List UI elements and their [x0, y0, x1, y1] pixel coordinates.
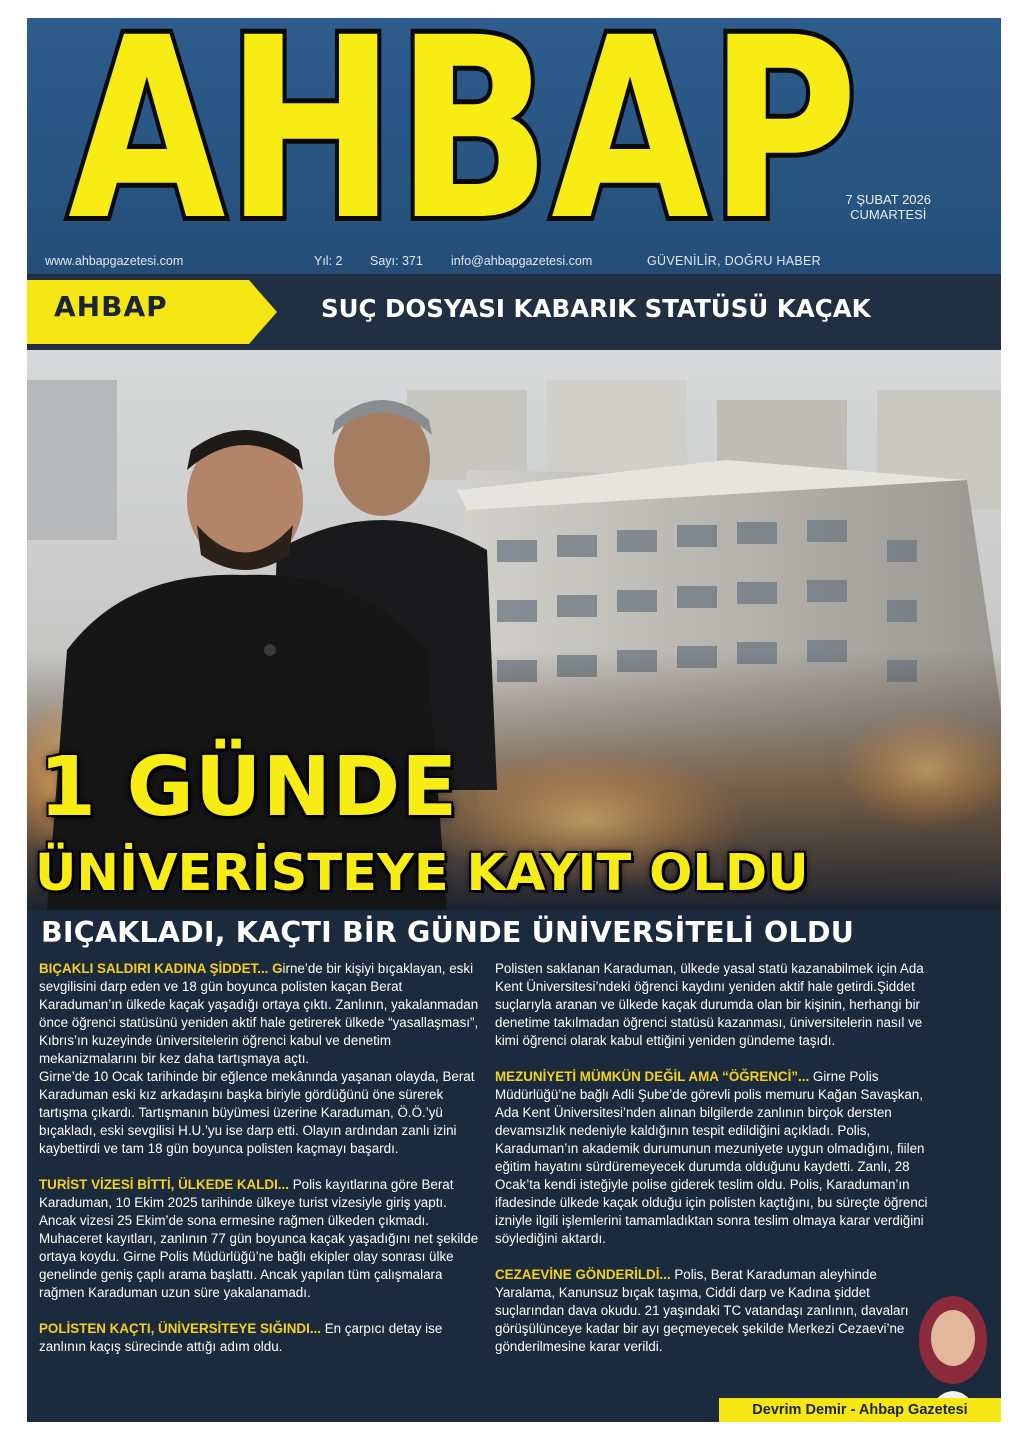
- paragraph-text: Polis, Berat Karaduman aleyhinde Yaralama, Kanunsuz bıçak taşıma, Ciddi darp ve Kadına şiddet suçlarından dava okudu. 21 yaşındaki TC vatandaşı zanlının, davaları görüşülünceye kadar bir ayı geçmeyecek şekilde Merkezi Cezaevi’ne gönderilmesine karar verildi.: [495, 1267, 909, 1354]
- masthead: [27, 18, 1001, 274]
- paragraph: [495, 1068, 935, 1248]
- paragraph-text: Polis kayıtlarına göre Berat Karaduman, 10 Ekim 2025 tarihinde ülkeye turist vizesiyle giriş yaptı. Ancak vizesi 25 Ekim’de sona ermesine rağmen ülkeden çıkmadı. Muhaceret kayıtları, zanlının 77 gün boyunca kaçak yaşadığını net şekilde ortaya koydu. Girne Polis Müdürlüğü’ne bağlı ekipler olay sonrası ülke genelinde geniş çaplı arama başlattı. Ancak yapılan tüm çalışmalara rağmen Karaduman uzun süre yakalanamadı.: [39, 1177, 479, 1300]
- section-strip: [27, 274, 1001, 350]
- paragraph-text: Girne’de 10 Ocak tarihinde bir eğlence mekânında yaşanan olayda, Berat Karaduman eski kız arkadaşını başka biriyle gördüğünü öne sürerek tartışma çıkardı. Tartışmanın büyümesi üzerine Karaduman, Ö.Ö.’yü bıçakladı, eski sevgilisi H.U.’yu ise darp etti. Olayın ardından zanlı izini kaybettirdi ve tam 18 gün boyunca polisten kaçmayı başardı.: [39, 1069, 475, 1156]
- author-photo: [912, 1288, 994, 1412]
- sub-headline: ÜNİVERİSTEYE KAYIT OLDU: [35, 844, 809, 903]
- ahbap-logo: [63, 18, 863, 256]
- issue-date: [845, 192, 931, 222]
- issue-number: Sayı: 371: [370, 254, 423, 268]
- paragraph: [39, 1176, 479, 1302]
- paragraph-text: Girne Polis Müdürlüğü’ne bağlı Adli Şube’de görevli polis memuru Kağan Savaşkan, Ada Kent Üniversitesi’nden alınan bilgilerde zanlının birçok dersten devamsızlık nedeniyle kaldığının tespit edildiğini açıkladı. Polis, Karaduman’ın akademik durumunun mezuniyete uygun olmadığını, fiilen eğitim hayatını sürdüremeyecek durumda olduğunu kaydetti. Zanlı, 28 Ocak’ta kendi isteğiyle polise giderek teslim oldu. Polis, Karaduman’ın ifadesinde ülkede kaçak olduğu için polisten kaçtığını, bu süreçte öğrenci izniyle ilgili işlemlerini tamamladıktan sonra teslim olmaya karar verdiğini söylediğini aktardı.: [495, 1069, 928, 1246]
- article-column-left: [39, 960, 479, 1374]
- date-text: 7 ŞUBAT 2026: [845, 192, 931, 207]
- paragraph-kicker: CEZAEVİNE GÖNDERİLDİ...: [495, 1267, 675, 1282]
- paragraph-kicker: POLİSTEN KAÇTI, ÜNİVERSİTEYE SIĞINDI...: [39, 1321, 325, 1336]
- paragraph: [495, 1266, 935, 1356]
- main-headline: 1 GÜNDE: [39, 740, 459, 835]
- day-text: CUMARTESİ: [850, 207, 927, 222]
- paragraph-text: En çarpıcı detay ise zanlının kaçış sürecinde attığı adım oldu.: [39, 1321, 443, 1354]
- paragraph-kicker: MEZUNİYETİ MÜMKÜN DEĞİL AMA “ÖĞRENCİ”...: [495, 1069, 813, 1084]
- paragraph-text: irne’de bir kişiyi bıçaklayan, eski sevgilisini darp eden ve 18 gün boyunca polisten kaçan Berat Karaduman’ın ülkede kaçak yaşadığı ortaya çıktı. Zanlının, yakalanmadan önce öğrenci statüsünü yeniden aktif hale getirerek ülkede “yasallaşması”, Kıbrıs’ın kuzeyinde üniversitelerin öğrenci kabul ve denetim mekanizmalarını bir kez daha tartışmaya açtı.: [39, 961, 479, 1066]
- section-title: SUÇ DOSYASI KABARIK STATÜSÜ KAÇAK: [321, 294, 871, 323]
- paragraph: [39, 960, 479, 1068]
- paragraph-text: Polisten saklanan Karaduman, ülkede yasal statü kazanabilmek için Ada Kent Üniversitesi’ndeki öğrenci kaydını yeniden aktif hale getirdi.Şiddet suçlarıyla aranan ve ülkede kaçak durumda olan bir kişinin, herhangi bir denetime takılmadan öğrenci statüsü kazanması, üniversitelerin nasıl ve kimi öğrenci olarak kabul ettiğini yeniden gündeme taşıdı.: [495, 961, 924, 1048]
- paragraph: [39, 1320, 479, 1356]
- email-link[interactable]: info@ahbapgazetesi.com: [451, 254, 593, 268]
- third-headline: BIÇAKLADI, KAÇTI BİR GÜNDE ÜNİVERSİTELİ OLDU: [41, 916, 855, 949]
- info-bar: [27, 254, 1001, 274]
- paragraph: [39, 1068, 479, 1158]
- logo-text: AHBAP: [68, 16, 858, 256]
- newspaper-page: [27, 18, 1001, 1422]
- article-column-right: [495, 960, 935, 1374]
- author-byline: Devrim Demir - Ahbap Gazetesi: [719, 1398, 1001, 1422]
- website-link[interactable]: www.ahbapgazetesi.com: [45, 254, 184, 268]
- paragraph-kicker: BIÇAKLI SALDIRI KADINA ŞİDDET... G: [39, 961, 283, 976]
- slogan: GÜVENİLİR, DOĞRU HABER: [647, 254, 821, 268]
- year-label: Yıl: 2: [314, 254, 343, 268]
- section-badge: AHBAP: [54, 290, 168, 323]
- paragraph: [495, 960, 935, 1050]
- paragraph-kicker: TURİST VİZESİ BİTTİ, ÜLKEDE KALDI...: [39, 1177, 293, 1192]
